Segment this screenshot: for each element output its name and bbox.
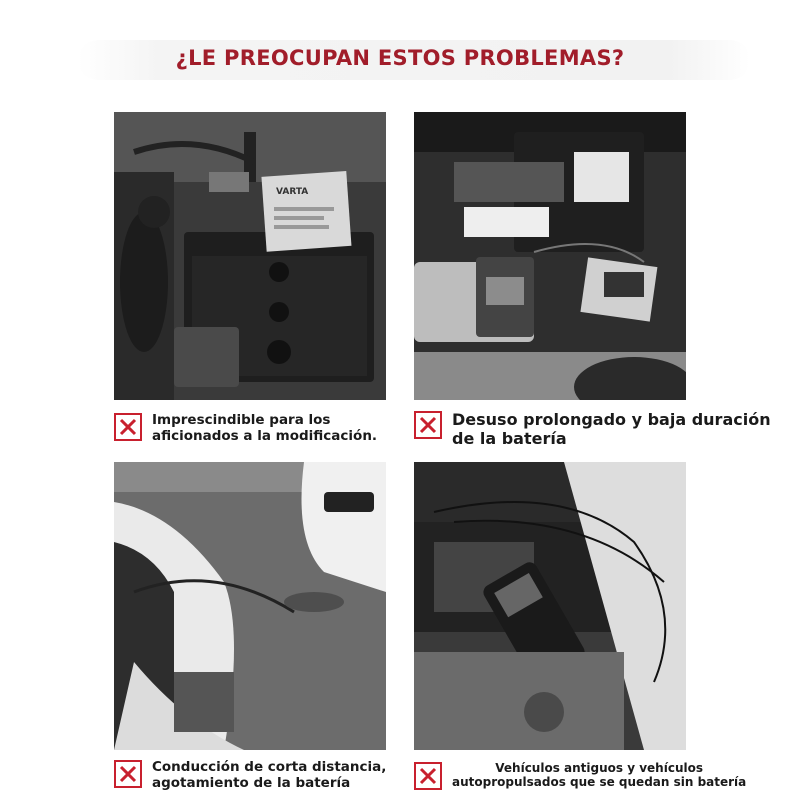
x-mark-icon [114,760,142,788]
problem-text: Imprescindible para los aficionados a la modificación. [152,412,378,445]
cars-with-jumper-cable-photo [114,462,386,750]
problem-caption [414,410,771,448]
x-mark-icon [414,762,442,790]
x-mark-icon [114,413,142,441]
problem-text: Vehículos antiguos y vehículos autopropulsados que se quedan sin batería [452,761,747,790]
car-battery-engine-bay-photo [114,112,386,400]
problem-text: Conducción de corta distancia, agotamiento de la batería [152,759,387,792]
multimeter-testing-battery-photo [414,112,686,400]
battery-brand-label: VARTA [276,187,309,197]
problem-text: Desuso prolongado y baja duración de la batería [452,410,771,449]
problem-caption [414,761,746,790]
problem-caption [114,759,386,791]
problem-caption [114,412,377,444]
battery-tester-device-photo [414,462,686,750]
x-mark-icon [414,411,442,439]
page-title: ¿LE PREOCUPAN ESTOS PROBLEMAS? [175,46,625,70]
